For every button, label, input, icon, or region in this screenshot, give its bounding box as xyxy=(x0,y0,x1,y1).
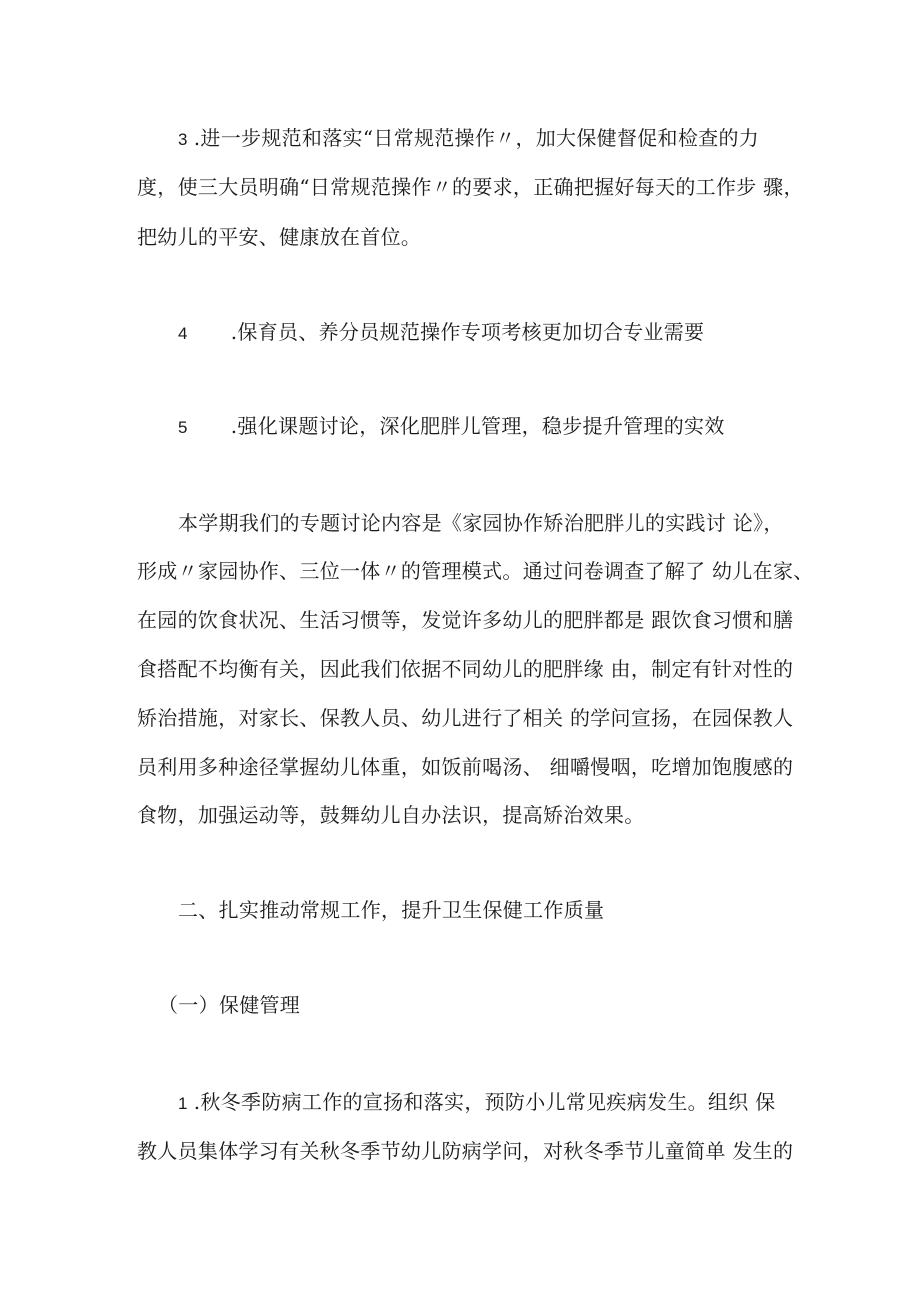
paragraph-line-2: 形成〃家园协作、三位一体〃的管理模式。通过问卷调查了解了 幼儿在家、 xyxy=(137,559,814,583)
paragraph-line-5: 矫治措施，对家长、保教人员、幼儿进行了相关 的学问宣扬，在园保教人 xyxy=(137,706,794,730)
item-4: 4 .保育员、养分员规范操作专项考核更加切合专业需要 xyxy=(178,320,705,344)
item-3-line-3: 把幼儿的平安、健康放在首位。 xyxy=(137,225,422,249)
subsection-heading: （一）保健管理 xyxy=(158,993,301,1017)
item-3-number: 3 xyxy=(178,130,188,149)
item-3-line-1: 3 .进一步规范和落实“日常规范操作〃，加大保健督促和检查的力 xyxy=(178,126,760,150)
item-5-number: 5 xyxy=(178,418,188,437)
paragraph-line-1: 本学期我们的专题讨论内容是《家园协作矫治肥胖儿的实践讨 论》， xyxy=(178,511,784,535)
item-3-line-2: 度，使三大员明确“日常规范操作〃的要求，正确把握好每天的工作步 骤， xyxy=(137,175,804,199)
item-1-line-1: 1 .秋冬季防病工作的宣扬和落实，预防小儿常见疾病发生。组织 保 xyxy=(178,1090,776,1114)
item-1-line-2: 教人员集体学习有关秋冬季节幼儿防病学问，对秋冬季节儿童简单 发生的 xyxy=(137,1139,794,1163)
paragraph-line-7: 食物，加强运动等，鼓舞幼儿自办法识，提高矫治效果。 xyxy=(137,803,645,827)
paragraph-line-6: 员利用多种途径掌握幼儿体重，如饭前喝汤、 细嚼慢咽，吃增加饱腹感的 xyxy=(137,755,794,779)
item-4-number: 4 xyxy=(178,324,188,343)
paragraph-line-4: 食搭配不均衡有关，因此我们依据不同幼儿的肥胖缘 由，制定有针对性的 xyxy=(137,657,794,681)
paragraph-line-3: 在园的饮食状况、生活习惯等，发觉许多幼儿的肥胖都是 跟饮食习惯和膳 xyxy=(137,608,794,632)
section-heading: 二、扎实推动常规工作，提升卫生保健工作质量 xyxy=(178,898,605,922)
item-1-number: 1 xyxy=(178,1094,188,1113)
item-5: 5 .强化课题讨论，深化肥胖儿管理，稳步提升管理的实效 xyxy=(178,414,725,438)
